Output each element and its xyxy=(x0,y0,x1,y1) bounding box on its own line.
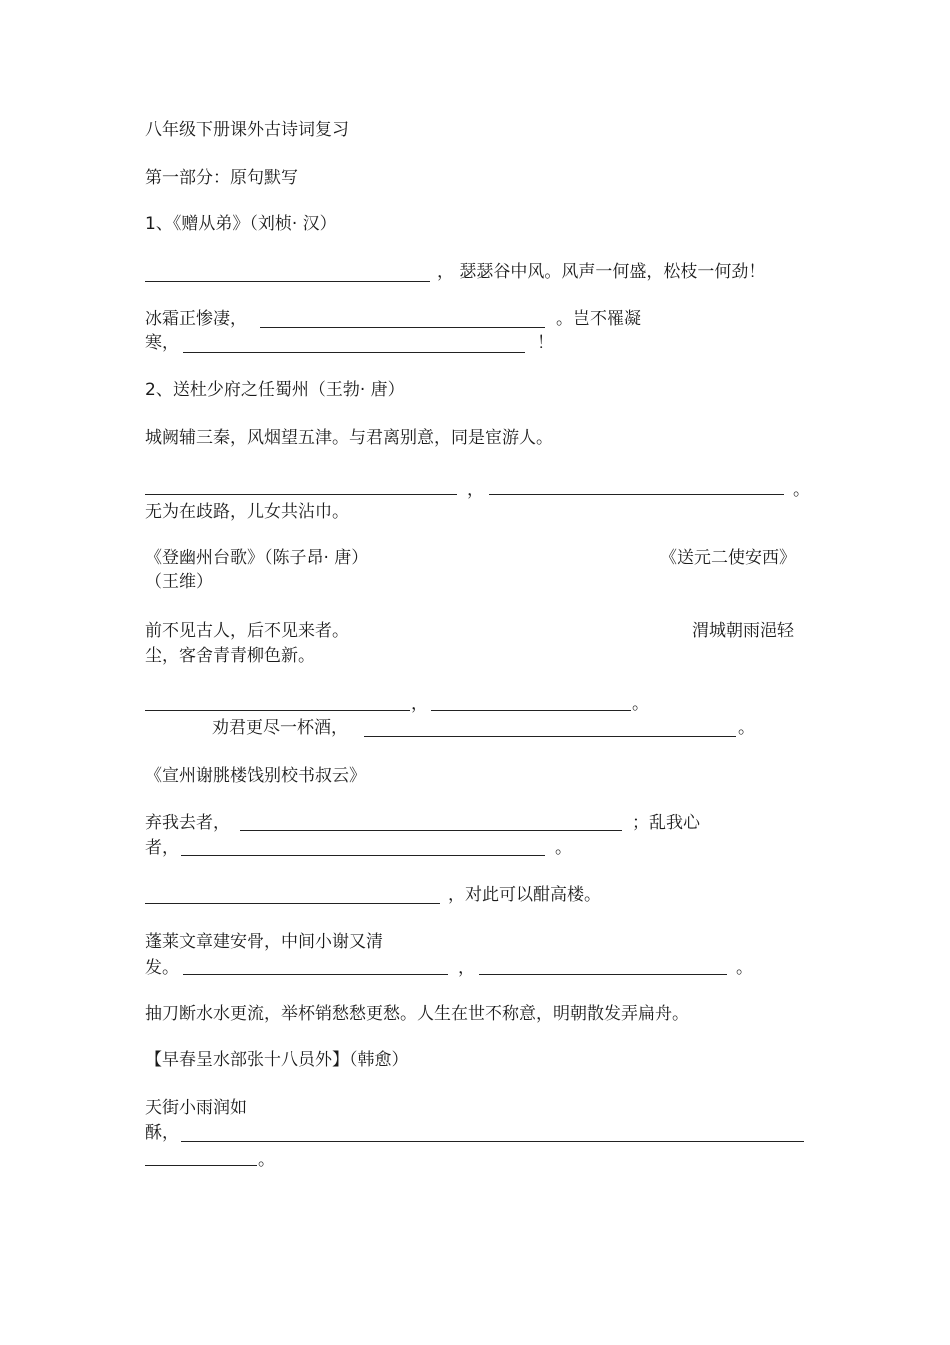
poem-heading-4: 《送元二使安西》 xyxy=(660,548,796,568)
poem-line: ，对此可以酣高楼。 xyxy=(448,885,601,905)
punctuation: 。 xyxy=(555,838,572,858)
poem-heading-3: 《登幽州台歌》（陈子昂· 唐） xyxy=(145,548,369,568)
punctuation: 。 xyxy=(738,718,755,738)
poem-line: ， 瑟瑟谷中风。风声一何盛，松枝一何劲！ xyxy=(437,262,766,282)
poem-line: 尘，客舍青青柳色新。 xyxy=(145,646,315,666)
poem-line: 前不见古人，后不见来者。 xyxy=(145,621,349,641)
answer-blank[interactable] xyxy=(183,974,448,975)
poem-line: 渭城朝雨浥轻 xyxy=(692,621,794,641)
punctuation: ， xyxy=(458,958,475,978)
poem-heading-6: 【早春呈水部张十八员外】（韩愈） xyxy=(145,1050,409,1070)
answer-blank[interactable] xyxy=(260,327,545,328)
answer-blank[interactable] xyxy=(489,494,784,495)
punctuation: 。 xyxy=(793,480,810,500)
poem-heading-2: 2、送杜少府之任蜀州（王勃· 唐） xyxy=(145,380,405,400)
poem-line: 无为在歧路，儿女共沾巾。 xyxy=(145,502,349,522)
poem-line: 弃我去者， xyxy=(145,813,230,833)
punctuation: ， xyxy=(411,694,428,714)
answer-blank[interactable] xyxy=(240,830,622,831)
answer-blank[interactable] xyxy=(145,1165,257,1166)
poem-line: 寒， xyxy=(145,333,179,353)
answer-blank[interactable] xyxy=(364,736,736,737)
punctuation: 。 xyxy=(736,958,753,978)
answer-blank[interactable] xyxy=(183,352,525,353)
answer-blank[interactable] xyxy=(145,281,430,282)
answer-blank[interactable] xyxy=(145,903,440,904)
poem-line: 冰霜正惨凄， xyxy=(145,309,247,329)
poem-line: 天街小雨润如 xyxy=(145,1098,247,1118)
answer-blank[interactable] xyxy=(431,710,631,711)
document-title: 八年级下册课外古诗词复习 xyxy=(145,120,349,140)
answer-blank[interactable] xyxy=(181,1141,804,1142)
punctuation: 。 xyxy=(632,694,649,714)
poem-line: 。岂不罹凝 xyxy=(556,309,641,329)
poem-line: 劝君更尽一杯酒， xyxy=(212,718,348,738)
poem-line: 发。 xyxy=(145,958,179,978)
poem-line: 城阙辅三秦，风烟望五津。与君离别意，同是宦游人。 xyxy=(145,428,553,448)
punctuation: ！ xyxy=(537,333,554,353)
poem-line: 抽刀断水水更流，举杯销愁愁更愁。人生在世不称意，明朝散发弄扁舟。 xyxy=(145,1004,689,1024)
answer-blank[interactable] xyxy=(181,855,545,856)
poem-line: ；乱我心 xyxy=(632,813,700,833)
answer-blank[interactable] xyxy=(145,494,457,495)
punctuation: ， xyxy=(467,480,484,500)
answer-blank[interactable] xyxy=(479,974,727,975)
poem-heading-1: 1、《赠从弟》（刘桢· 汉） xyxy=(145,214,337,234)
poem-heading-5: 《宣州谢朓楼饯别校书叔云》 xyxy=(145,766,366,786)
poem-author: （王维） xyxy=(145,572,213,592)
poem-line: 蓬莱文章建安骨，中间小谢又清 xyxy=(145,932,383,952)
poem-line: 酥， xyxy=(145,1123,179,1143)
answer-blank[interactable] xyxy=(145,710,410,711)
punctuation: 。 xyxy=(258,1150,275,1170)
poem-line: 者， xyxy=(145,838,179,858)
part-heading: 第一部分：原句默写 xyxy=(145,168,298,188)
